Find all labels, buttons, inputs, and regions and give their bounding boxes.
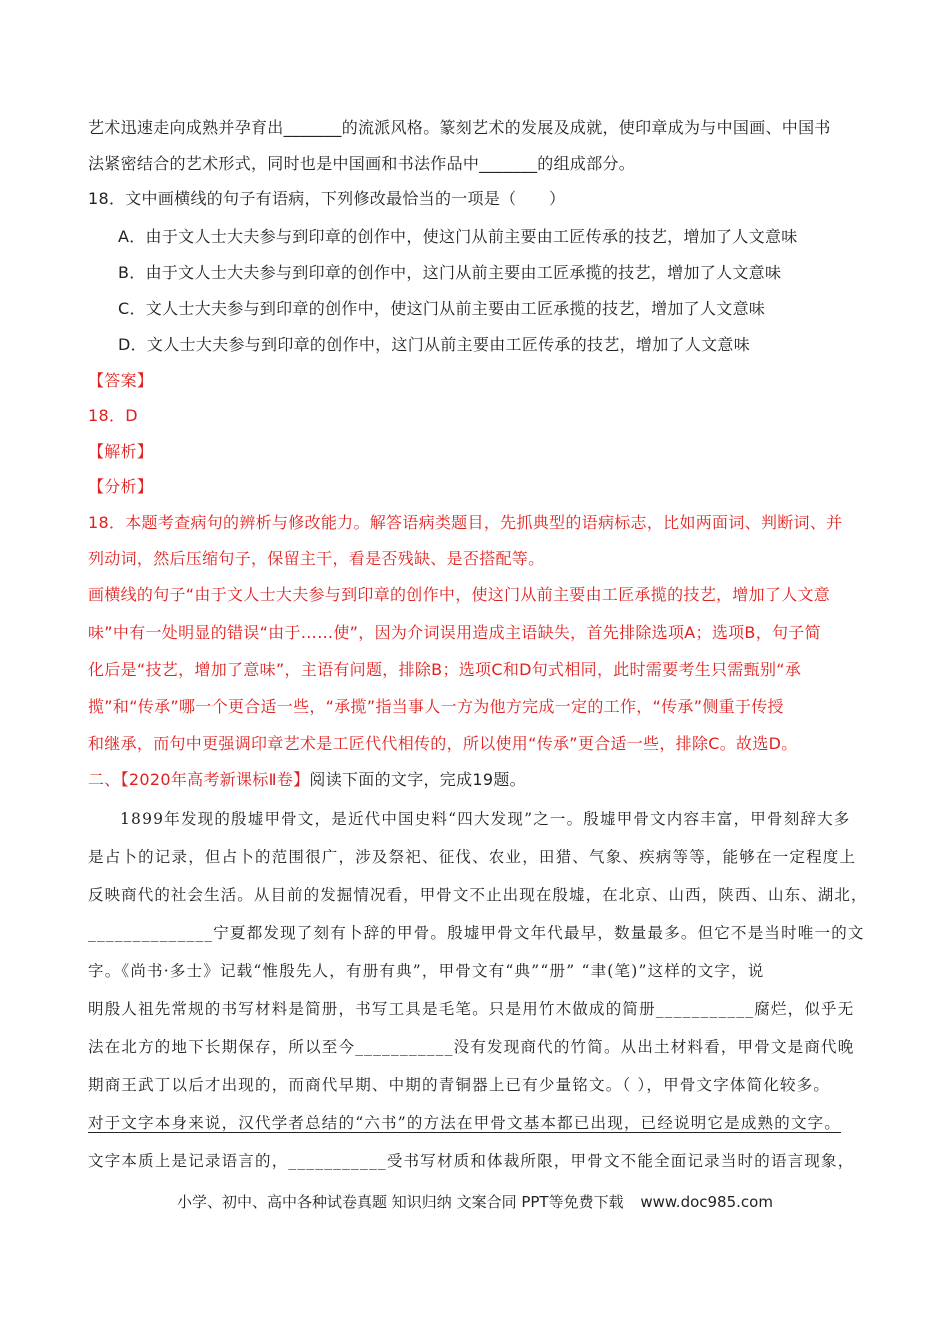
- passage-line-10: 文字本质上是记录语言的，___________受书写材质和体裁所限，甲骨文不能全面记录当时的语言现象，: [88, 1152, 855, 1170]
- answer-value: 18．D: [88, 406, 138, 425]
- analysis-line-1: 18．本题考查病句的辨析与修改能力。解答语病类题目，先抓典型的语病标志，比如两面词、判断词、并: [88, 513, 843, 532]
- analysis-line-7: 和继承，而句中更强调印章艺术是工匠代代相传的，所以使用“传承”更合适一些，排除C。故选D。: [88, 734, 798, 753]
- q18-option-a: A．由于文人士大夫参与到印章的创作中，使这门从前主要由工匠传承的技艺，增加了人文意味: [118, 227, 798, 246]
- passage-line-2: 是占卜的记录，但占卜的范围很广，涉及祭祀、征伐、农业，田猎、气象、疾病等等，能够在一定程度上: [88, 848, 857, 866]
- analysis-subheading: 【分析】: [88, 477, 154, 496]
- section-two-prefix: 二、: [88, 770, 121, 789]
- q17-passage-line-1: 艺术迅速走向成熟并孕育出_______的流派风格。篆刻艺术的发展及成就，使印章成为与中国画、中国书: [88, 118, 831, 137]
- analysis-line-4: 味”中有一处明显的错误“由于……使”，因为介词误用造成主语缺失，首先排除选项A；选项B，句子简: [88, 623, 821, 642]
- answer-heading: 【答案】: [88, 371, 154, 390]
- q17-passage-line-2: 法紧密结合的艺术形式，同时也是中国画和书法作品中_______的组成部分。: [88, 154, 636, 173]
- footer-text: 小学、初中、高中各种试卷真题 知识归纳 文案合同 PPT等免费下载: [177, 1193, 624, 1211]
- q18-option-c: C．文人士大夫参与到印章的创作中，使这门从前主要由工匠承揽的技艺，增加了人文意味: [118, 299, 766, 318]
- analysis-line-5: 化后是“技艺，增加了意味”，主语有问题，排除B；选项C和D句式相同，此时需要考生只需甄别“承: [88, 660, 802, 679]
- section-two-instruction: 阅读下面的文字，完成19题。: [309, 770, 526, 789]
- passage-line-6: 明殷人祖先常规的书写材料是简册，书写工具是毛笔。只是用竹木做成的简册___________腐烂，似乎无: [88, 1000, 855, 1018]
- page-footer: [0, 1191, 950, 1212]
- passage-underlined-sentence: 对于文字本身来说，汉代学者总结的“六书”的方法在甲骨文基本都已出现，已经说明它是成熟的文字。: [88, 1114, 842, 1132]
- section-two-source: 【2020年高考新课标Ⅱ卷】: [120, 770, 310, 789]
- analysis-line-3: 画横线的句子“由于文人士大夫参与到印章的创作中，使这门从前主要由工匠承揽的技艺，增加了人文意: [88, 585, 831, 604]
- q18-option-d: D．文人士大夫参与到印章的创作中，这门从前主要由工匠传承的技艺，增加了人文意味: [118, 335, 751, 354]
- analysis-heading: 【解析】: [88, 442, 154, 461]
- passage-line-5: 字。《尚书·多士》记载“惟殷先人，有册有典”，甲骨文有“典”“册” “聿(笔)”这样的文字，说: [88, 962, 765, 980]
- passage-line-4: ______________宁夏都发现了刻有卜辞的甲骨。殷墟甲骨文年代最早，数量最多。但它不是当时唯一的文: [88, 924, 865, 942]
- passage-line-7: 法在北方的地下长期保存，所以至今___________没有发现商代的竹简。从出土材料看，甲骨文是商代晚: [88, 1038, 855, 1056]
- section-two-heading: [88, 769, 870, 791]
- analysis-line-2: 列动词，然后压缩句子，保留主干，看是否残缺、是否搭配等。: [88, 549, 545, 568]
- passage-line-1: 1899年发现的殷墟甲骨文，是近代中国史料“四大发现”之一。殷墟甲骨文内容丰富，甲骨刻辞大多: [120, 810, 851, 828]
- passage-line-8: 期商王武丁以后才出现的，而商代早期、中期的青铜器上已有少量铭文。（ ），甲骨文字体简化较多。: [88, 1076, 831, 1094]
- q18-option-b: B．由于文人士大夫参与到印章的创作中，这门从前主要由工匠承揽的技艺，增加了人文意味: [118, 263, 782, 282]
- analysis-line-6: 揽”和“传承”哪一个更合适一些，“承揽”指当事人一方为他方完成一定的工作，“传承”侧重于传授: [88, 697, 784, 716]
- footer-site-link[interactable]: www.doc985.com: [640, 1193, 773, 1211]
- passage-line-3: 反映商代的社会生活。从目前的发掘情况看，甲骨文不止出现在殷墟，在北京、山西，陕西、山东、湖北，: [88, 886, 868, 904]
- q18-stem: 18．文中画横线的句子有语病，下列修改最恰当的一项是（ ）: [88, 189, 566, 208]
